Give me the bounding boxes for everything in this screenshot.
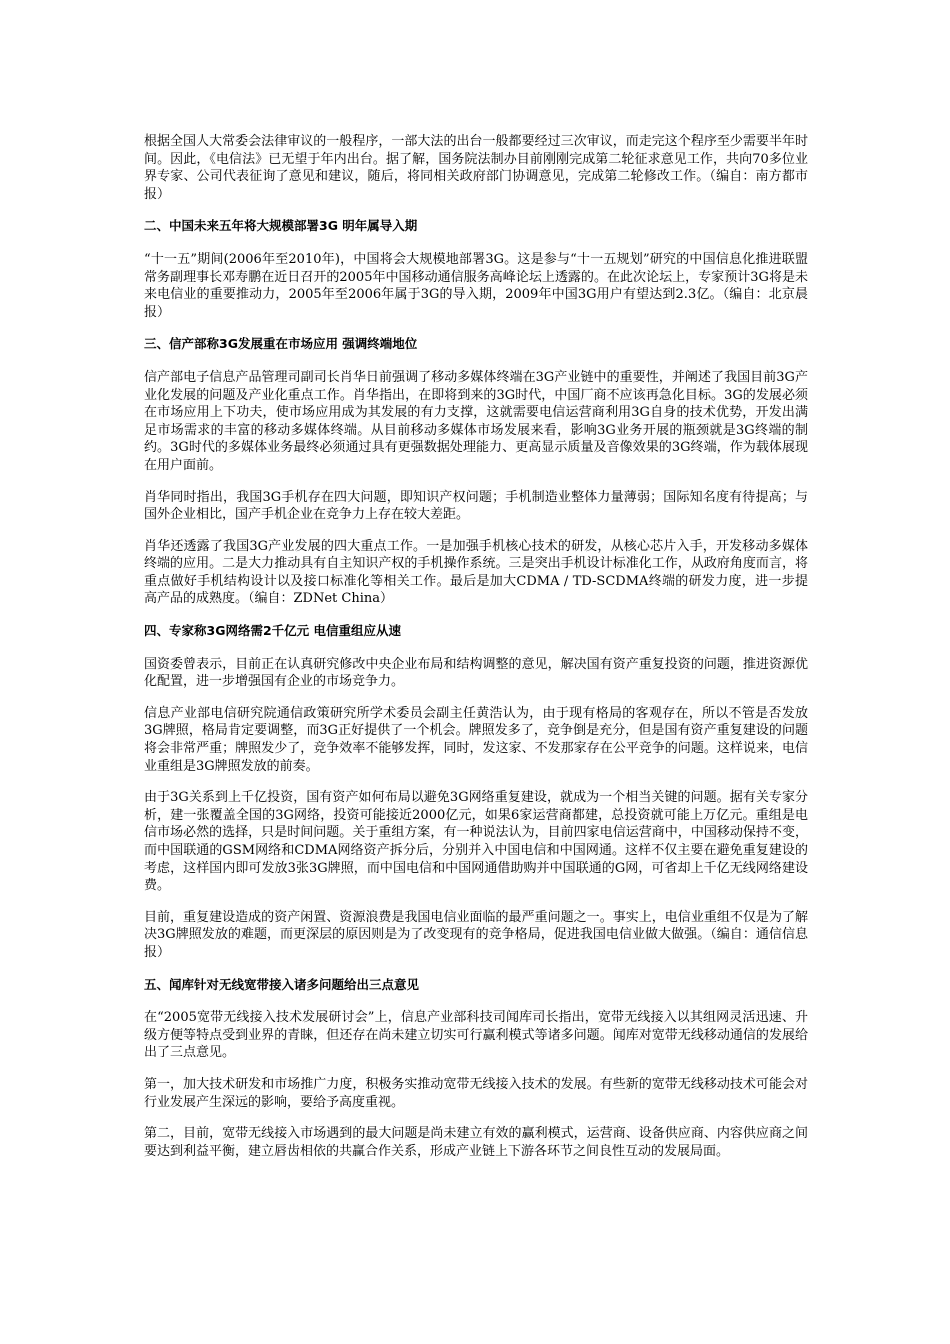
paragraph-3g-deployment: “十一五”期间(2006年至2010年)，中国将会大规模地部署3G。这是参与“十一五规划”研究的中国信息化推进联盟常务副理事长邓寿鹏在近日召开的2005年中国移动通信服务高峰论坛上透露的。在此次论坛上，专家预计3G将是未来电信业的重要推动力，2005年至2006年属于3G的导入期，2009年中国3G用户有望达到2.3亿。（编自：北京晨报） (144, 251, 808, 320)
paragraph-four-problems: 肖华同时指出，我国3G手机存在四大问题，即知识产权问题；手机制造业整体力量薄弱；国际知名度有待提高；与国外企业相比，国产手机企业在竞争力上存在较大差距。 (144, 489, 808, 523)
section-heading-4: 四、专家称3G网络需2千亿元 电信重组应从速 (144, 623, 402, 639)
paragraph-restructuring: 目前，重复建设造成的资产闲置、资源浪费是我国电信业面临的最严重问题之一。事实上，电信业重组不仅是为了解决3G牌照发放的难题，而更深层的原因则是为了改变现有的竞争格局，促进我国电信业做大做强。（编自：通信信息报） (144, 909, 808, 960)
section-heading-2: 二、中国未来五年将大规模部署3G 明年属导入期 (144, 218, 418, 234)
section-heading-3: 三、信产部称3G发展重在市场应用 强调终端地位 (144, 336, 418, 352)
paragraph-terminal-importance: 信产部电子信息产品管理司副司长肖华日前强调了移动多媒体终端在3G产业链中的重要性，并阐述了我国目前3G产业化发展的问题及产业化重点工作。肖华指出，在即将到来的3G时代，中国厂商不应该再急化目标。3G的发展必须在市场应用上下功夫，使市场应用成为其发展的有力支撑，这就需要电信运营商利用3G自身的技术优势，开发出满足市场需求的丰富的移动多媒体终端。从目前移动多媒体市场发展来看，影响3G业务开展的瓶颈就是3G终端的制约。3G时代的多媒体业务最终必须通过具有更强数据处理能力、更高显示质量及音像效果的3G终端，作为载体展现在用户面前。 (144, 369, 808, 473)
section-heading-5: 五、闻库针对无线宽带接入诸多问题给出三点意见 (144, 976, 420, 992)
paragraph-opinion-two: 第二，目前，宽带无线接入市场遇到的最大问题是尚未建立有效的赢利模式，运营商、设备供应商、内容供应商之间要达到利益平衡，建立唇齿相依的共赢合作关系，形成产业链上下游各环节之间良性互动的发展局面。 (144, 1126, 808, 1159)
document-page (144, 133, 808, 1174)
paragraph-investment: 由于3G关系到上千亿投资，国有资产如何布局以避免3G网络重复建设，就成为一个相当关键的问题。据有关专家分析，建一张覆盖全国的3G网络，投资可能接近2000亿元，如果6家运营商都建，总投资就可能上万亿元。重组是电信市场必然的选择，只是时间问题。关于重组方案，有一种说法认为，目前四家电信运营商中，中国移动保持不变，而中国联通的GSM网络和CDMA网络资产拆分后，分别并入中国电信和中国网通。这样不仅主要在避免重复建设的考虑，这样国内即可发放3张3G牌照，而中国电信和中国网通借助购并中国联通的G网，可省却上千亿无线网络建设费。 (144, 790, 808, 894)
paragraph-telecom-law: 根据全国人大常委会法律审议的一般程序，一部大法的出台一般都要经过三次审议，而走完这个程序至少需要半年时间。因此，《电信法》已无望于年内出台。据了解，国务院法制办目前刚刚完成第二轮征求意见工作，共向70多位业界专家、公司代表征询了意见和建议，随后，将同相关政府部门协调意见，完成第二轮修改工作。（编自：南方都市报） (144, 134, 808, 202)
paragraph-four-priorities: 肖华还透露了我国3G产业发展的四大重点工作。一是加强手机核心技术的研发，从核心芯片入手，开发移动多媒体终端的应用。二是大力推动具有自主知识产权的手机操作系统。三是突出手机设计标准化工作，从政府角度而言，将重点做好手机结构设计以及接口标准化等相关工作。最后是加大CDMA / TD-SCDMA终端的研发力度，进一步提高产品的成熟度。（编自：ZDNet China） (144, 538, 808, 607)
paragraph-opinion-one: 第一，加大技术研发和市场推广力度，积极务实推动宽带无线接入技术的发展。有些新的宽带无线移动技术可能会对行业发展产生深远的影响，要给予高度重视。 (144, 1076, 808, 1110)
paragraph-wireless-forum: 在“2005宽带无线接入技术发展研讨会”上，信息产业部科技司闻库司长指出，宽带无线接入以其组网灵活迅速、升级方便等特点受到业界的青睐，但还存在尚未建立切实可行赢利模式等诸多问题。闻库对宽带无线移动通信的发展给出了三点意见。 (144, 1010, 808, 1061)
paragraph-sasac: 国资委曾表示，目前正在认真研究修改中央企业布局和结构调整的意见，解决国有资产重复投资的问题，推进资源优化配置，进一步增强国有企业的市场竞争力。 (144, 656, 808, 690)
paragraph-license-analysis: 信息产业部电信研究院通信政策研究所学术委员会副主任黄浩认为，由于现有格局的客观存在，所以不管是否发放3G牌照，格局肯定要调整，而3G正好提供了一个机会。牌照发多了，竞争倒是充分，但是国有资产重复建设的问题将会非常严重；牌照发少了，竞争效率不能够发挥，同时，发这家、不发那家存在公平竞争的问题。这样说来，电信业重组是3G牌照发放的前奏。 (144, 705, 808, 774)
